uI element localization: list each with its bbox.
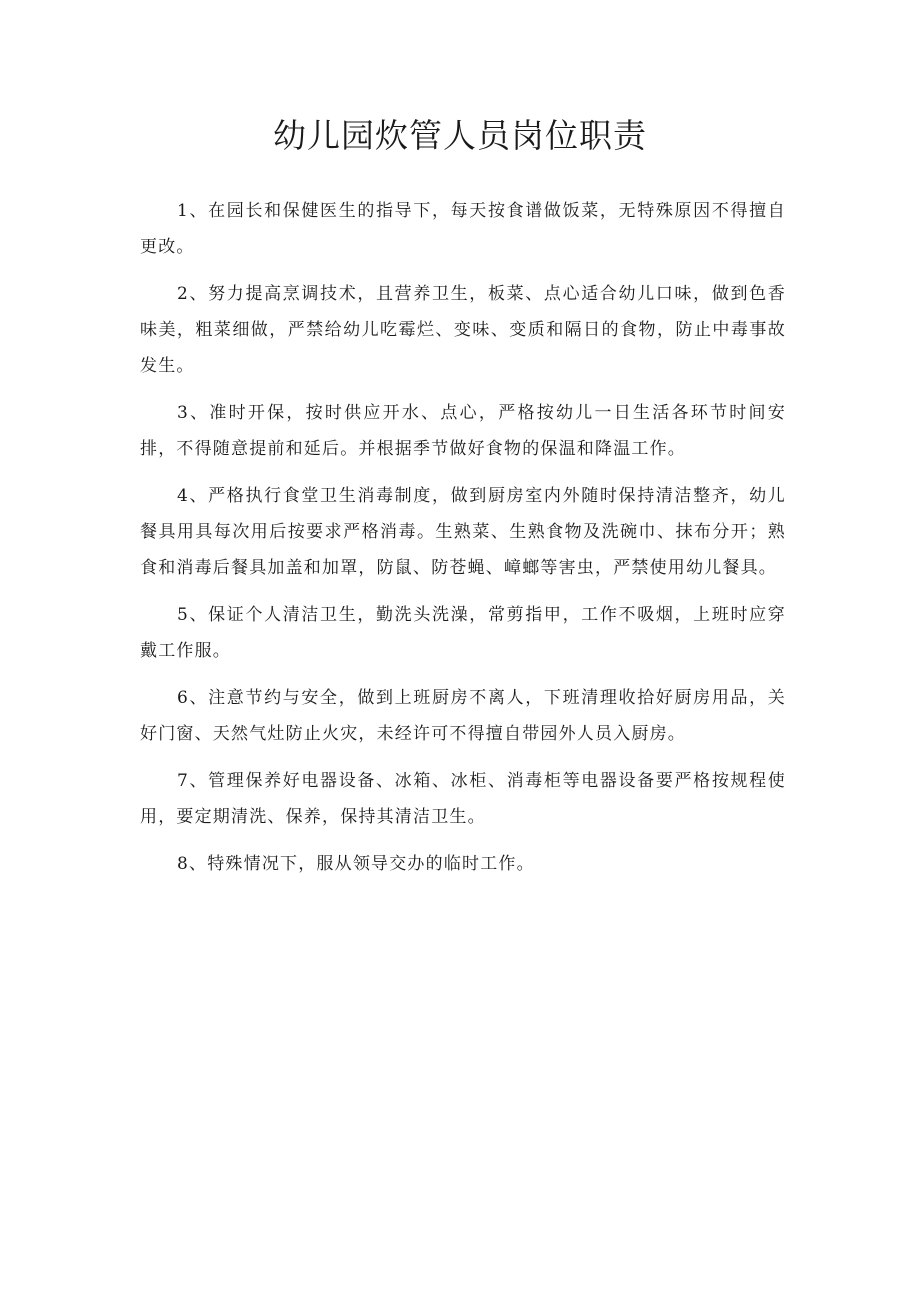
clause-list [140,193,786,893]
clause-4: 4、严格执行食堂卫生消毒制度，做到厨房室内外随时保持清洁整齐，幼儿餐具用具每次用后按要求严格消毒。生熟菜、生熟食物及洗碗巾、抹布分开；熟食和消毒后餐具加盖和加罩，防鼠、防苍蝇、嶂螂等害虫，严禁使用幼儿餐具。 [140,486,786,578]
clause-8: 8、特殊情况下，服从领导交办的临时工作。 [177,854,535,874]
clause-5: 5、保证个人清洁卫生，勤洗头洗澡，常剪指甲，工作不吸烟，上班时应穿戴工作服。 [140,605,786,661]
clause-3: 3、准时开保，按时供应开水、点心，严格按幼儿一日生活各环节时间安排，不得随意提前和延后。并根据季节做好食物的保温和降温工作。 [140,403,786,459]
clause-2: 2、努力提高烹调技术，且营养卫生，板菜、点心适合幼儿口味，做到色香味美，粗菜细做，严禁给幼儿吃霉烂、变味、变质和隔日的食物，防止中毒事故发生。 [140,284,786,376]
clause-6: 6、注意节约与安全，做到上班厨房不离人，下班清理收拾好厨房用品，关好门窗、天然气灶防止火灾，未经许可不得擅自带园外人员入厨房。 [140,688,786,744]
document-title: 幼儿园炊管人员岗位职责 [273,116,647,155]
clause-7: 7、管理保养好电器设备、冰箱、冰柜、消毒柜等电器设备要严格按规程使用，要定期清洗、保养，保持其清洁卫生。 [140,771,786,827]
clause-1: 1、在园长和保健医生的指导下，每天按食谱做饭菜，无特殊原因不得擅自更改。 [140,201,786,257]
